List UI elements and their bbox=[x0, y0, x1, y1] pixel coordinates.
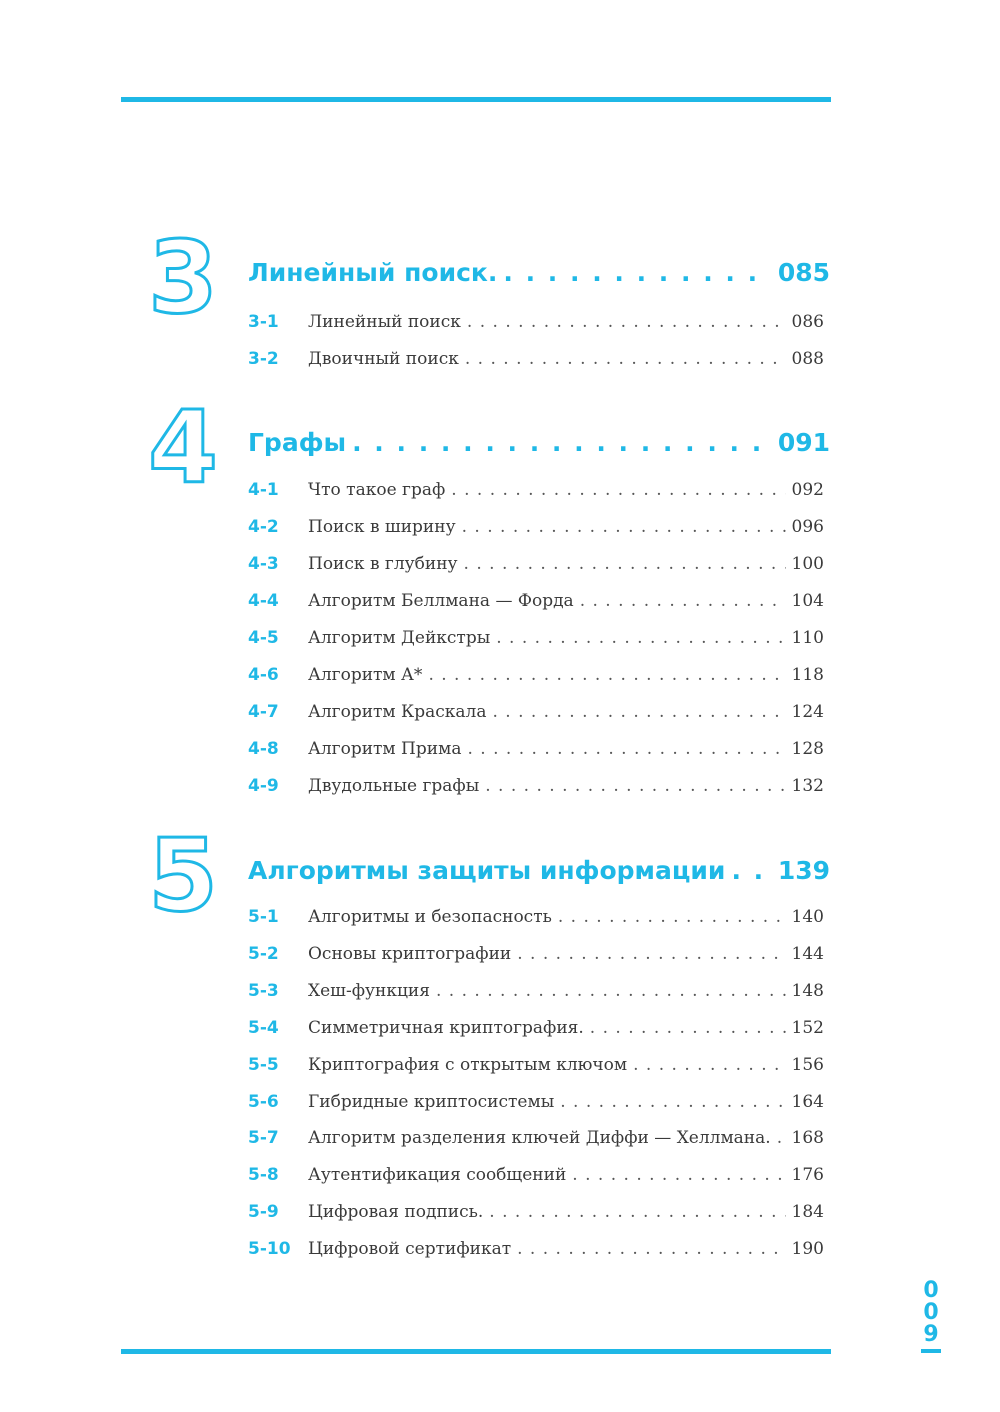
entry-page: 110 bbox=[791, 628, 824, 648]
chapter-title-text: Алгоритмы защиты информации bbox=[248, 856, 726, 885]
dot-leader bbox=[485, 776, 785, 796]
chapter-title-text: Линейный поиск. bbox=[248, 258, 498, 287]
entry-number: 4-3 bbox=[248, 554, 279, 574]
entry-number: 4-9 bbox=[248, 776, 279, 796]
entry-title: Цифровой сертификат bbox=[308, 1239, 512, 1259]
entry-page: 128 bbox=[791, 739, 824, 759]
entry-title: Поиск в ширину bbox=[308, 517, 456, 537]
top-rule bbox=[121, 97, 831, 102]
entry-title: Алгоритм Прима bbox=[308, 739, 462, 759]
dot-leader bbox=[451, 480, 785, 500]
dot-leader bbox=[777, 1128, 786, 1148]
page-number-digit: 9 bbox=[923, 1322, 939, 1347]
entry-number: 4-7 bbox=[248, 702, 279, 722]
dot-leader bbox=[465, 349, 786, 369]
chapter-number: 4 bbox=[148, 389, 218, 506]
entry-number: 4-1 bbox=[248, 480, 279, 500]
toc-entry[interactable] bbox=[248, 554, 824, 580]
dot-leader bbox=[489, 1202, 785, 1222]
entry-title: Поиск в глубину bbox=[308, 554, 458, 574]
dot-leader bbox=[462, 517, 786, 537]
entry-page: 148 bbox=[791, 981, 824, 1001]
toc-entry[interactable] bbox=[248, 1018, 824, 1044]
entry-number: 5-4 bbox=[248, 1018, 279, 1038]
dot-leader bbox=[503, 258, 771, 287]
entry-page: 190 bbox=[791, 1239, 824, 1259]
toc-entry[interactable] bbox=[248, 517, 824, 543]
entry-title: Алгоритм разделения ключей Диффи — Хеллмана. bbox=[308, 1128, 771, 1148]
toc-entry[interactable] bbox=[248, 702, 824, 728]
chapter-title[interactable] bbox=[248, 856, 830, 885]
dot-leader bbox=[560, 1092, 785, 1112]
entry-page: 176 bbox=[791, 1165, 824, 1185]
dot-leader bbox=[558, 907, 786, 927]
entry-page: 152 bbox=[791, 1018, 824, 1038]
entry-number: 5-6 bbox=[248, 1092, 279, 1112]
toc-entry[interactable] bbox=[248, 907, 824, 933]
dot-leader bbox=[517, 1239, 785, 1259]
dot-leader bbox=[731, 856, 771, 885]
entry-number: 3-2 bbox=[248, 349, 279, 369]
entry-page: 100 bbox=[791, 554, 824, 574]
entry-number: 5-7 bbox=[248, 1128, 279, 1148]
dot-leader bbox=[467, 739, 785, 759]
entry-page: 088 bbox=[791, 349, 824, 369]
toc-entry[interactable] bbox=[248, 665, 824, 691]
toc-entry[interactable] bbox=[248, 1092, 824, 1118]
entry-number: 5-9 bbox=[248, 1202, 279, 1222]
entry-page: 140 bbox=[791, 907, 824, 927]
toc-entry[interactable] bbox=[248, 1165, 824, 1191]
chapter-page: 139 bbox=[777, 856, 830, 885]
entry-title: Аутентификация сообщений bbox=[308, 1165, 567, 1185]
toc-entry[interactable] bbox=[248, 480, 824, 506]
toc-entry[interactable] bbox=[248, 312, 824, 338]
entry-page: 096 bbox=[791, 517, 824, 537]
dot-leader bbox=[464, 554, 786, 574]
toc-entry[interactable] bbox=[248, 739, 824, 765]
entry-page: 184 bbox=[791, 1202, 824, 1222]
entry-title: Алгоритмы и безопасность bbox=[308, 907, 552, 927]
entry-number: 4-5 bbox=[248, 628, 279, 648]
entry-title: Основы криптографии bbox=[308, 944, 512, 964]
chapter-title-text: Графы bbox=[248, 428, 347, 457]
entry-page: 164 bbox=[791, 1092, 824, 1112]
toc-entry[interactable] bbox=[248, 1055, 824, 1081]
entry-title: Алгоритм Дейкстры bbox=[308, 628, 491, 648]
toc-entry[interactable] bbox=[248, 776, 824, 802]
entry-number: 5-8 bbox=[248, 1165, 279, 1185]
bottom-rule bbox=[121, 1349, 831, 1354]
entry-page: 168 bbox=[791, 1128, 824, 1148]
toc-entry[interactable] bbox=[248, 1202, 824, 1228]
toc-entry[interactable] bbox=[248, 591, 824, 617]
entry-page: 144 bbox=[791, 944, 824, 964]
chapter-number: 5 bbox=[148, 817, 218, 934]
entry-title: Гибридные криптосистемы bbox=[308, 1092, 555, 1112]
entry-page: 092 bbox=[791, 480, 824, 500]
entry-title: Хеш-функция bbox=[308, 981, 430, 1001]
entry-page: 156 bbox=[791, 1055, 824, 1075]
entry-number: 4-8 bbox=[248, 739, 279, 759]
entry-title: Двудольные графы bbox=[308, 776, 480, 796]
toc-entry[interactable] bbox=[248, 349, 824, 375]
chapter-title[interactable] bbox=[248, 428, 830, 457]
page-number-digit: 0 bbox=[923, 1300, 939, 1325]
dot-leader bbox=[590, 1018, 786, 1038]
entry-number: 4-2 bbox=[248, 517, 279, 537]
dot-leader bbox=[572, 1165, 785, 1185]
dot-leader bbox=[580, 591, 786, 611]
entry-number: 4-6 bbox=[248, 665, 279, 685]
entry-number: 5-3 bbox=[248, 981, 279, 1001]
entry-number: 5-5 bbox=[248, 1055, 279, 1075]
dot-leader bbox=[428, 665, 785, 685]
chapter-page: 085 bbox=[777, 258, 830, 287]
entry-title: Цифровая подпись. bbox=[308, 1202, 484, 1222]
entry-title: Двоичный поиск bbox=[308, 349, 459, 369]
toc-entry[interactable] bbox=[248, 628, 824, 654]
dot-leader bbox=[352, 428, 772, 457]
entry-page: 086 bbox=[791, 312, 824, 332]
entry-title: Алгоритм А* bbox=[308, 665, 423, 685]
entry-page: 124 bbox=[791, 702, 824, 722]
entry-title: Криптография с открытым ключом bbox=[308, 1055, 628, 1075]
entry-title: Линейный поиск bbox=[308, 312, 461, 332]
page-number-bar bbox=[921, 1349, 941, 1353]
entry-title: Алгоритм Беллмана — Форда bbox=[308, 591, 574, 611]
toc-entry[interactable] bbox=[248, 1128, 824, 1154]
toc-entry[interactable] bbox=[248, 981, 824, 1007]
toc-entry[interactable] bbox=[248, 1239, 824, 1265]
dot-leader bbox=[496, 628, 785, 648]
chapter-title[interactable] bbox=[248, 258, 830, 287]
entry-title: Симметричная криптография. bbox=[308, 1018, 584, 1038]
entry-number: 5-10 bbox=[248, 1239, 291, 1259]
entry-title: Что такое граф bbox=[308, 480, 446, 500]
dot-leader bbox=[436, 981, 786, 1001]
chapter-page: 091 bbox=[777, 428, 830, 457]
entry-page: 132 bbox=[791, 776, 824, 796]
toc-entry[interactable] bbox=[248, 944, 824, 970]
dot-leader bbox=[492, 702, 785, 722]
dot-leader bbox=[633, 1055, 785, 1075]
entry-page: 104 bbox=[791, 591, 824, 611]
entry-number: 3-1 bbox=[248, 312, 279, 332]
dot-leader bbox=[467, 312, 786, 332]
entry-number: 5-2 bbox=[248, 944, 279, 964]
entry-page: 118 bbox=[791, 665, 824, 685]
entry-number: 5-1 bbox=[248, 907, 279, 927]
entry-number: 4-4 bbox=[248, 591, 279, 611]
entry-title: Алгоритм Краскала bbox=[308, 702, 487, 722]
dot-leader bbox=[517, 944, 785, 964]
page-number bbox=[918, 1280, 944, 1346]
page-number-digit: 0 bbox=[923, 1278, 939, 1303]
chapter-number: 3 bbox=[148, 219, 218, 336]
